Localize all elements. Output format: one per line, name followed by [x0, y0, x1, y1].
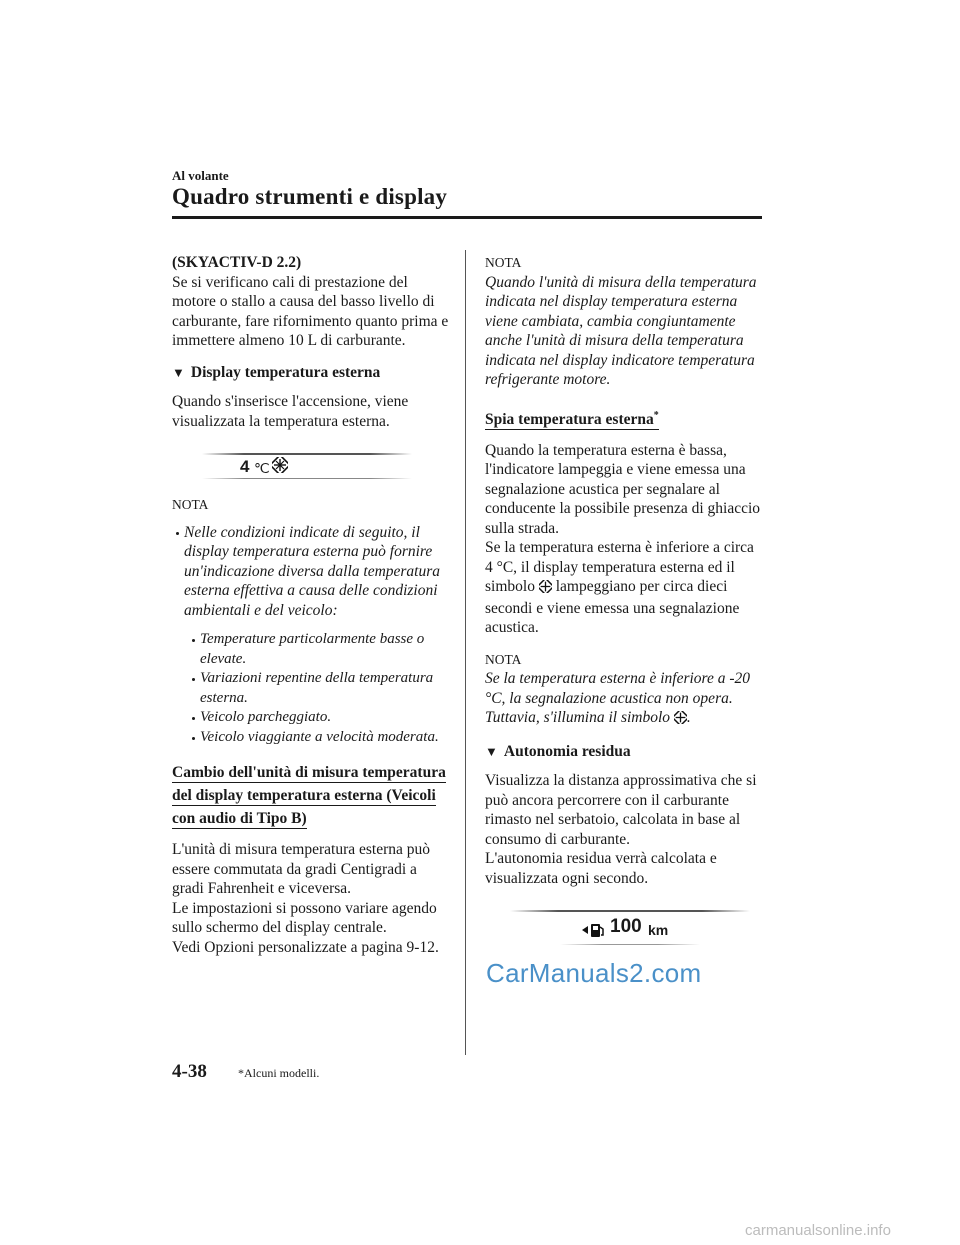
temp-display-unit: ℃: [254, 460, 270, 476]
fuel-pump-icon: [582, 922, 606, 944]
snowflake-icon: [674, 710, 687, 730]
unit-change-heading: Cambio dell'unità di misura temperatura del display temperatura esterna (Veicoli con audio di Tipo B): [172, 764, 446, 827]
spia-heading: Spia temperatura esterna*: [485, 409, 659, 428]
unit-change-text: Vedi Opzioni personalizzate a pagina 9-12.: [172, 938, 439, 956]
page-title: Quadro strumenti e display: [172, 184, 448, 209]
temp-heading-label: Display temperatura esterna: [190, 363, 381, 381]
range-heading-label: Autonomia residua: [503, 742, 631, 760]
site-watermark: carmanualsonline.info: [745, 1222, 891, 1239]
triangle-bullet-icon: ▼: [172, 364, 185, 380]
range-text: Visualizza la distanza approssimativa che si può ancora percorrere con il carburante rimasto nel serbatoio, calcolata in base al consumo di carburante.: [485, 772, 757, 848]
nota-item: Variazioni repentine della temperatura esterna.: [188, 669, 452, 708]
left-column: [172, 253, 452, 957]
nota-item: Temperature particolarmente basse o elevate.: [188, 630, 452, 669]
spia-text: Se la temperatura esterna è inferiore a circa 4 °C, il display temperatura esterna ed il simbolo lampeggiano per circa dieci secondi e viene emessa una segnalazione acustica.: [485, 539, 754, 637]
spia-text: Quando la temperatura esterna è bassa, l'indicatore lampeggia e viene emessa una segnalazione acustica per segnalare al conducente la possibile presenza di ghiaccio sulla strada.: [485, 441, 761, 537]
engine-text: Se si verificano cali di prestazione del motore o stallo a causa del basso livello di carburante, fare rifornimento quanto prima e immettere almeno 10 L di carburante.: [172, 273, 449, 349]
range-display-image: [510, 908, 750, 948]
unit-change-text: L'unità di misura temperatura esterna può essere commutata da gradi Centigradi a gradi Fahrenheit e viceversa.: [172, 841, 431, 897]
range-text: L'autonomia residua verrà calcolata e visualizzata ogni secondo.: [485, 850, 717, 887]
nota-text: Quando l'unità di misura della temperatura indicata nel display temperatura esterna viene cambiata, cambia congiuntamente anche l'unità di misura della temperatura indicata nel display indicatore temperatura refrigerante motore.: [485, 273, 757, 388]
section-label: Al volante: [172, 168, 229, 183]
nota-item: Veicolo viaggiante a velocità moderata.: [188, 728, 452, 748]
snowflake-icon: [539, 579, 552, 599]
nota-intro: Nelle condizioni indicate di seguito, il display temperatura esterna può fornire un'indicazione diversa dalla temperatura esterna effettiva a causa delle condizioni ambientali e del veicolo:: [172, 523, 452, 621]
watermark: CarManuals2.com: [486, 958, 702, 988]
nota-text: Se la temperatura esterna è inferiore a -20 °C, la segnalazione acustica non opera. Tuttavia, s'illumina il simbolo .: [485, 669, 765, 730]
snowflake-icon: [272, 457, 288, 479]
nota-label: NOTA: [485, 651, 522, 667]
nota-label: NOTA: [172, 497, 209, 512]
footnote: *Alcuni modelli.: [238, 1066, 320, 1080]
range-heading: [485, 742, 765, 762]
nota-item: Veicolo parcheggiato.: [188, 708, 452, 728]
temp-display-value: 4: [240, 457, 250, 476]
range-display-unit: km: [648, 922, 669, 939]
engine-heading: (SKYACTIV-D 2.2): [172, 254, 302, 271]
footnote-star: *: [653, 409, 659, 421]
unit-change-text: Le impostazioni si possono variare agendo sullo schermo del display centrale.: [172, 899, 437, 936]
triangle-bullet-icon: ▼: [485, 743, 498, 759]
range-display-value: 100: [610, 916, 642, 938]
title-rule: [172, 216, 762, 219]
temperature-display-image: [202, 451, 412, 481]
right-column: [485, 253, 765, 948]
nota-label: NOTA: [485, 255, 522, 270]
column-divider: [465, 250, 466, 1055]
temp-heading: [172, 363, 452, 383]
page-number: 4-38: [172, 1061, 207, 1082]
temp-text: Quando s'inserisce l'accensione, viene visualizzata la temperatura esterna.: [172, 393, 409, 430]
